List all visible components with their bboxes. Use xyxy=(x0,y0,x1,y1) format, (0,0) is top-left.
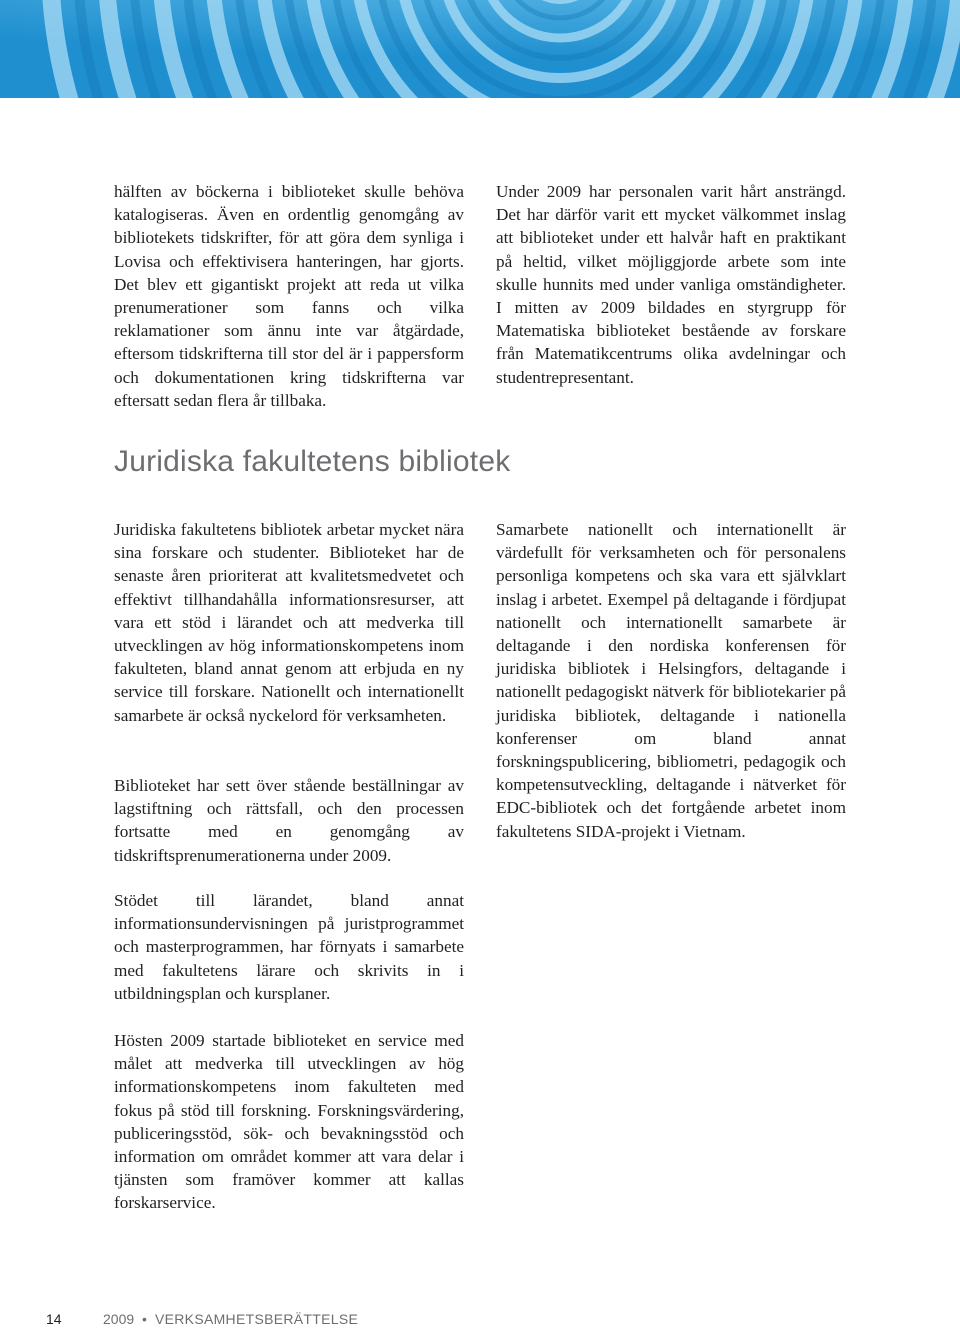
section-heading: Juridiska fakultetens bibliotek xyxy=(114,445,511,478)
footer-year: 2009 xyxy=(103,1311,135,1327)
left-paragraph-4: Hösten 2009 startade biblioteket en service med målet att medverka till utvecklingen av hög informationskompetens inom fakulteten med fokus på stöd till forskning. Forskningsvärdering, publiceringsstöd, sök- och bevakningsstöd och information om området kommer att vara delar i tjänsten som framöver kommer att kallas forskarservice. xyxy=(114,1031,464,1213)
left-paragraph-1: Juridiska fakultetens bibliotek arbetar mycket nära sina forskare och studenter. Biblioteket har de senaste åren prioriterat att kvalitetsmedvetet och effektivt tillhandahålla informationsresurser, att vara ett stöd i lärandet och att medverka till utvecklingen av hög informationskompetens inom fakulteten, bland annat genom att erbjuda en ny service till forskare. Nationellt och internationellt samarbete är också nyckelord för verksamheten. xyxy=(114,520,464,725)
col2-paragraph-1: Under 2009 har personalen varit hårt ansträngd. Det har därför varit ett mycket välkommet inslag att biblioteket under ett halvår haft en praktikant på heltid, vilket möjliggjorde arbete som inte skulle hunnits med under vanliga omständigheter. I mitten av 2009 bildades en styrgrupp för Matematiska biblioteket bestående av forskare från Matematikcentrums olika avdelningar och studentrepresentant. xyxy=(496,182,846,387)
page-number: 14 xyxy=(46,1311,62,1327)
right-paragraph-1: Samarbete nationellt och internationellt är värdefullt för verksamheten och för personalens personliga kompetens och ska vara ett självklart inslag i arbetet. Exempel på deltagande i fördjupat nationellt och internationellt samarbete är deltagande i den nordiska konferensen för juridiska bibliotek i Helsingfors, deltagande i nationellt pedagogiskt nätverk för bibliotekarier på juridiska bibliotek, deltagande i nationella konferenser om bland annat forskningspublicering, bibliometri, pedagogik och kompetensutveckling, deltagande i nätverket för EDC-bibliotek och det fortgående arbetet inom fakultetens SIDA-projekt i Vietnam. xyxy=(496,520,846,841)
left-paragraph-2: Biblioteket har sett över stående beställningar av lagstiftning och rättsfall, och den processen fortsatte med en genomgång av tidskriftsprenumerationerna under 2009. xyxy=(114,776,464,865)
left-paragraph-3: Stödet till lärandet, bland annat informationsundervisningen på juristprogrammet och masterprogrammen, har förnyats i samarbete med fakultetens lärare och skrivits in i utbildningsplan och kursplaner. xyxy=(114,891,464,1003)
col1-paragraph-1: hälften av böckerna i biblioteket skulle behöva katalogiseras. Även en ordentlig genomgång av bibliotekets tidskrifter, för att göra dem synliga i Lovisa och effektivisera hanteringen, har gjorts. Det blev ett gigantiskt projekt att reda ut vilka prenumerationer som fanns och vilka reklamationer som ännu inte var åtgärdade, eftersom tidskrifterna till stor del är i pappersform och dokumentationen kring tidskrifterna var eftersatt sedan flera år tillbaka. xyxy=(114,182,464,410)
concentric-rings-graphic xyxy=(0,0,960,98)
page-footer xyxy=(0,1311,960,1329)
header-banner xyxy=(0,0,960,98)
footer-bullet: • xyxy=(142,1311,147,1327)
footer-label: VERKSAMHETSBERÄTTELSE xyxy=(155,1311,359,1327)
